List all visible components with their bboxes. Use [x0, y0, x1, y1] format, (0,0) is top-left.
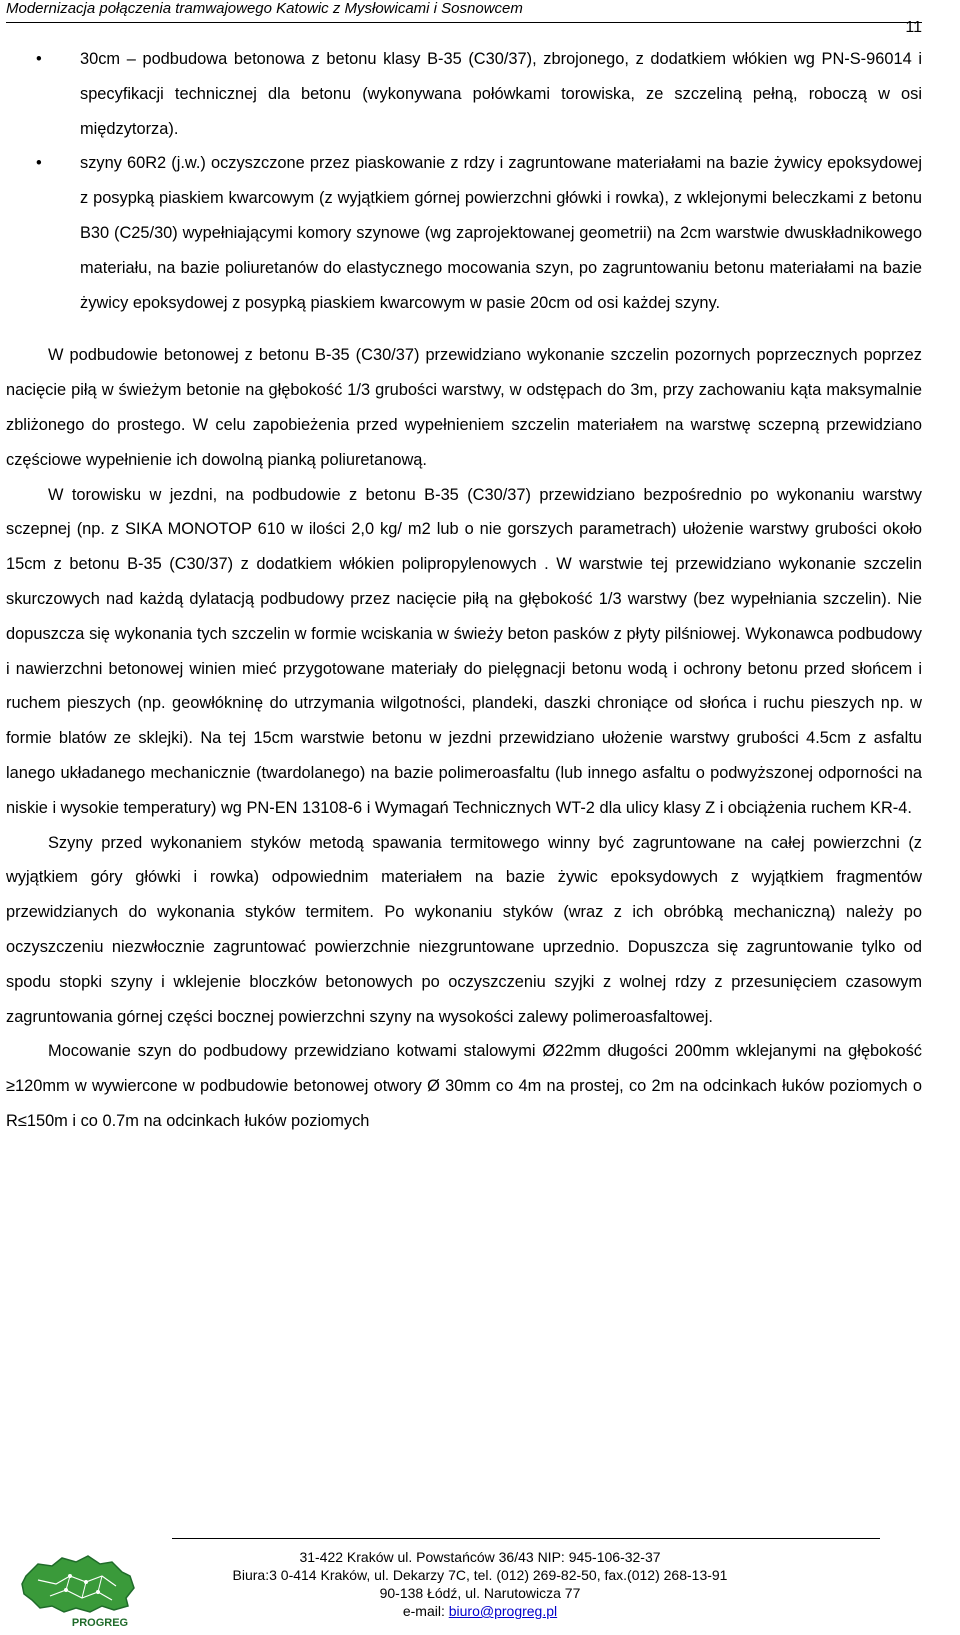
paragraph: W podbudowie betonowej z betonu B-35 (C30/37) przewidziano wykonanie szczelin pozornych poprzecznych poprzez nacięcie piłą w świeżym betonie na głębokość 1/3 grubości warstwy, w odstępach do 3m, przy zachowaniu kąta maksymalnie zbliżonego do prostego. W celu zapobieżenia przed wypełnieniem szczelin materiałem na warstwę sczepną przewidziano częściowe wypełnienie ich dowolną pianką poliuretanową.	[6, 346, 922, 469]
company-logo	[4, 1546, 154, 1630]
footer-address-line: 31-422 Kraków ul. Powstańców 36/43 NIP: 945-106-32-37	[299, 1549, 661, 1565]
logo-text: PROGREG	[71, 1617, 129, 1629]
list-item	[6, 146, 922, 320]
paragraph: Szyny przed wykonaniem styków metodą spawania termitowego winny być zagruntowane na całej powierzchni (z wyjątkiem góry główki i rowka) odpowiednim materiałem na bazie żywic epoksydowych z wyjątkiem fragmentów przewidzianych do wykonania styków termitem. Po wykonaniu styków (wraz z ich obróbką mechaniczną) należy po oczyszczeniu niezwłocznie zagruntować powierzchnie niezgruntowane uprzednio. Dopuszcza się zagruntowanie tylko od spodu stopki szyny i wklejenie bloczków betonowych po oczyszczeniu szyjki z wolnej rdzy z przesunięciem czasowym zagruntowania górnej części bocznej powierzchni szyny na wysokości zalewy polimeroasfaltowej.	[6, 833, 922, 1026]
map-logo-icon	[4, 1546, 154, 1630]
email-label: e-mail:	[402, 1603, 449, 1619]
footer-lodz-line: 90-138 Łódź, ul. Narutowicza 77	[379, 1585, 581, 1601]
paragraph: W torowisku w jezdni, na podbudowie z betonu B-35 (C30/37) przewidziano bezpośrednio po wykonaniu warstwy sczepnej (np. z SIKA MONOTOP 610 w ilości 2,0 kg/ m2 lub o nie gorszych parametrach) ułożenie warstwy grubości około 15cm z betonu B-35 (C30/37) z dodatkiem włókien polipropylenowych . W warstwie tej przewidziano wykonanie szczelin skurczowych nad każdą dylatacją podbudowy przez nacięcie piłą na głębokość 1/3 warstwy (bez wypełniania szczelin). Nie dopuszcza się wykonania tych szczelin w formie wciskania w świeży beton pasków z płyty pilśniowej. Wykonawca podbudowy i nawierzchni betonowej winien mieć przygotowane materiały do pielęgnacji betonu wodą i ochrony betonu przed słońcem i ruchem pieszych (np. geowłókninę do utrzymania wilgotności, plandeki, daszki chroniące od słońca i ruchu pieszych np. w formie blatów ze sklejki). Na tej 15cm warstwie betonu w jezdni przewidziano ułożenie warstwy grubości 4.5cm z asfaltu lanego układanego mechanicznie (twardolanego) na bazie polimeroasfaltu (lub innego asfaltu o podwyższonej odporności na niskie i wysokie temperatury) wg PN-EN 13108-6 i Wymagań Technicznych WT-2 dla ulicy klasy Z i obciążenia ruchem KR-4.	[6, 485, 922, 817]
footer-email-line	[160, 1602, 800, 1620]
list-item	[6, 42, 922, 146]
bullet-marker: •	[36, 50, 42, 68]
email-link[interactable]: biuro@progreg.pl	[448, 1603, 558, 1619]
bullet-list	[6, 42, 922, 320]
document-body	[6, 42, 922, 1139]
spacer	[6, 320, 922, 338]
running-header: Modernizacja połączenia tramwajowego Katowic z Mysłowicami i Sosnowcem	[6, 0, 523, 17]
footer-rule	[172, 1538, 880, 1539]
bullet-text: szyny 60R2 (j.w.) oczyszczone przez piaskowanie z rdzy i zagruntowane materiałami na bazie żywicy epoksydowej z posypką piaskiem kwarcowym (z wyjątkiem górnej powierzchni główki i rowka), z wklejonymi beleczkami z betonu B30 (C25/30) wypełniającymi komory szynowe (wg zaprojektowanej geometrii) na 2cm warstwie dwuskładnikowego materiału, na bazie poliuretanów do elastycznego mocowania szyn, po zagruntowaniu betonu materiałami na bazie żywicy epoksydowej z posypką piaskiem kwarcowym w pasie 20cm od osi każdej szyny.	[80, 154, 922, 312]
bullet-marker: •	[36, 154, 42, 173]
paragraph: Mocowanie szyn do podbudowy przewidziano kotwami stalowymi Ø22mm długości 200mm wklejanymi na głębokość ≥120mm w wywiercone w podbudowie betonowej otwory Ø 30mm co 4m na prostej, co 2m na odcinkach łuków poziomych o R≤150m i co 0.7m na odcinkach łuków poziomych	[6, 1042, 922, 1130]
footer-offices-line: Biura:3 0-414 Kraków, ul. Dekarzy 7C, tel. (012) 269-82-50, fax.(012) 268-13-91	[232, 1567, 728, 1583]
page-number: 11	[905, 19, 922, 36]
bullet-text: 30cm – podbudowa betonowa z betonu klasy B-35 (C30/37), zbrojonego, z dodatkiem włókien wg PN-S-96014 i specyfikacji technicznej dla betonu (wykonywana połówkami torowiska, ze szczeliną pełną, roboczą w osi międzytorza).	[80, 50, 922, 138]
header-rule	[6, 22, 922, 23]
footer-contact	[160, 1548, 800, 1620]
